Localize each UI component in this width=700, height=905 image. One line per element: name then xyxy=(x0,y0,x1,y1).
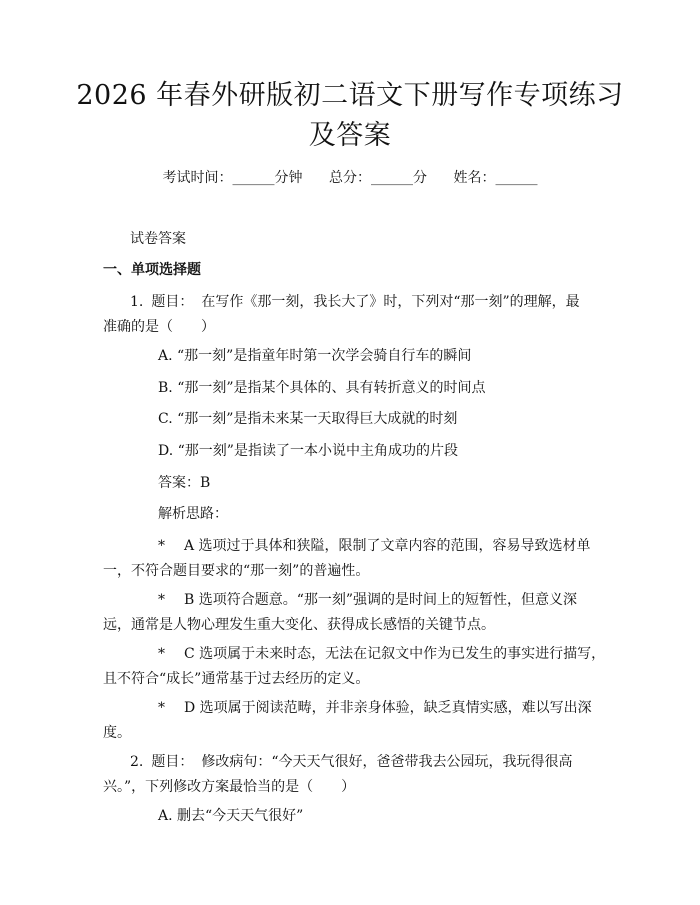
exam-time-blank: ______分钟 xyxy=(232,170,303,186)
total-score xyxy=(329,168,427,188)
student-name-label: 姓名： xyxy=(453,170,496,186)
bullet-icon: * xyxy=(158,646,165,662)
q1-stem-line-1: 1. 题目： 在写作《那一刻，我长大了》时，下列对“那一刻”的理解，最 xyxy=(130,290,580,315)
q1-answer: 答案：B xyxy=(158,475,211,491)
title-line-2: 及答案 xyxy=(308,120,392,151)
exam-info-line xyxy=(0,168,700,188)
q1-analysis-b-line-2: 远，通常是人物心理发生重大变化、获得成长感悟的关键节点。 xyxy=(103,617,495,633)
q1-analysis-b-line-1: * B 选项符合题意。“那一刻”强调的是时间上的短暂性，但意义深 xyxy=(158,588,577,613)
total-score-blank: ______分 xyxy=(371,170,427,186)
q1-analysis-a-line-1: * A 选项过于具体和狭隘，限制了文章内容的范围，容易导致选材单 xyxy=(158,534,591,559)
bullet-icon: * xyxy=(158,700,165,716)
q1-analysis-d-line-2: 度。 xyxy=(103,725,131,741)
q1-option-c: C. “那一刻”是指未来某一天取得巨大成就的时刻 xyxy=(158,411,458,427)
student-name xyxy=(453,168,537,188)
q1-analysis-c-line-1: * C 选项属于未来时态，无法在记叙文中作为已发生的事实进行描写， xyxy=(158,642,605,667)
exam-time-label: 考试时间： xyxy=(162,170,233,186)
q1-option-d: D. “那一刻”是指读了一本小说中主角成功的片段 xyxy=(158,443,458,459)
q1-prefix: 题目： xyxy=(151,294,194,310)
q2-option-a: A. 删去“今天天气很好” xyxy=(158,808,304,824)
q2-number: 2. xyxy=(130,754,144,770)
q1-stem-line-2: 准确的是（ ） xyxy=(103,319,215,335)
answer-heading: 试卷答案 xyxy=(130,231,186,247)
q1-analysis-a-line-2: 一，不符合题目要求的“那一刻”的普遍性。 xyxy=(103,563,370,579)
title-line-1: 2026 年春外研版初二语文下册写作专项练习 xyxy=(76,80,624,111)
exam-time xyxy=(163,168,303,188)
q1-option-b: B. “那一刻”是指某个具体的、具有转折意义的时间点 xyxy=(158,380,486,396)
q1-analysis-label: 解析思路： xyxy=(158,506,228,522)
q1-analysis-c-line-2: 且不符合“成长”通常基于过去经历的定义。 xyxy=(103,671,370,687)
section-title: 一、单项选择题 xyxy=(103,262,201,278)
q1-analysis-d-line-1: * D 选项属于阅读范畴，并非亲身体验，缺乏真情实感，难以写出深 xyxy=(158,696,592,721)
bullet-icon: * xyxy=(158,538,165,554)
q1-option-a: A. “那一刻”是指童年时第一次学会骑自行车的瞬间 xyxy=(158,348,472,364)
bullet-icon: * xyxy=(158,592,165,608)
q2-stem-line-1: 2. 题目： 修改病句：“今天天气很好，爸爸带我去公园玩，我玩得很高 xyxy=(130,750,573,775)
q2-stem-line-2: 兴。”，下列修改方案最恰当的是（ ） xyxy=(103,779,356,795)
q1-number: 1. xyxy=(130,294,144,310)
student-name-blank: ______ xyxy=(495,170,538,186)
document-title xyxy=(60,76,640,156)
q2-prefix: 题目： xyxy=(151,754,194,770)
total-score-label: 总分： xyxy=(329,170,371,186)
